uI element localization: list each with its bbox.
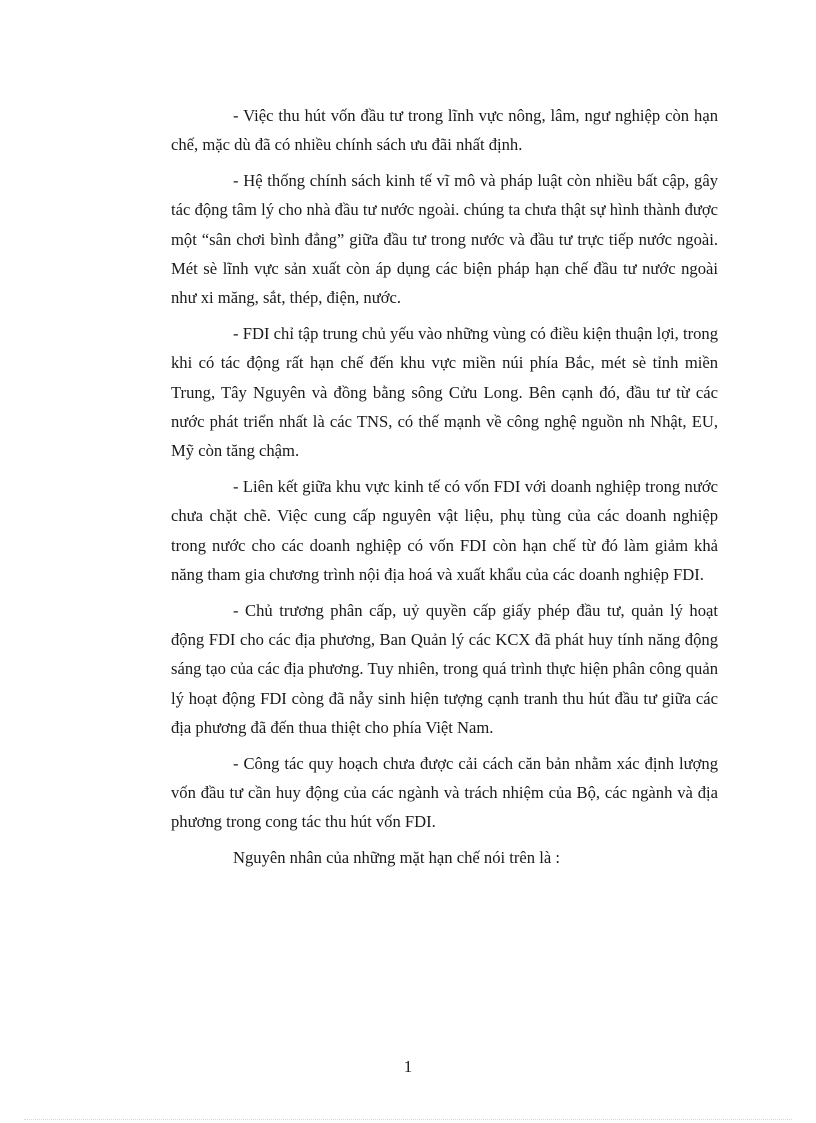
page-bottom-border xyxy=(24,1119,792,1120)
page-number: 1 xyxy=(403,1057,413,1076)
document-body xyxy=(171,101,718,878)
paragraph-planning: - Công tác quy hoạch chưa được cải cách căn bản nhằm xác định lượng vốn đầu tư cần huy động của các ngành và trách nhiệm của Bộ, các ngành và địa phương trong cong tác thu hút vốn FDI. xyxy=(171,753,718,832)
paragraph-domestic-linkage: - Liên kết giữa khu vực kinh tế có vốn FDI với doanh nghiệp trong nước chưa chặt chẽ. Việc cung cấp nguyên vật liệu, phụ tùng của các doanh nghiệp trong nước cho các doanh nghiệp có vốn FDI còn hạn chế từ đó làm giảm khả năng tham gia chương trình nội địa hoá và xuất khẩu của các doanh nghiệp FDI. xyxy=(171,476,718,585)
paragraph-policy-system: - Hệ thống chính sách kinh tế vĩ mô và pháp luật còn nhiều bất cập, gây tác động tâm lý cho nhà đầu tư nước ngoài. chúng ta chưa thật sự hình thành được một “sân chơi bình đẳng” giữa đầu tư trong nước và đầu tư trực tiếp nước ngoài. Mét sè lĩnh vực sản xuất còn áp dụng các biện pháp hạn chế đầu tư nước ngoài như xi măng, sắt, thép, điện, nước. xyxy=(171,170,718,308)
paragraph-decentralization: - Chủ trương phân cấp, uỷ quyền cấp giấy phép đầu tư, quản lý hoạt động FDI cho các địa phương, Ban Quản lý các KCX đã phát huy tính năng động sáng tạo của các địa phương. Tuy nhiên, trong quá trình thực hiện phân công quản lý hoạt động FDI còng đã nẫy sinh hiện tượng cạnh tranh thu hút đầu tư giữa các địa phương đã đến thua thiệt cho phía Việt Nam. xyxy=(171,600,718,738)
paragraph-causes-intro: Nguyên nhân của những mặt hạn chế nói trên là : xyxy=(233,847,560,867)
paragraph-fdi-concentration: - FDI chỉ tập trung chủ yếu vào những vùng có điều kiện thuận lợi, trong khi có tác động rất hạn chế đến khu vực miền núi phía Bắc, mét sè tỉnh miền Trung, Tây Nguyên và đồng bằng sông Cửu Long. Bên cạnh đó, đầu tư từ các nước phát triển nhất là các TNS, có thế mạnh về công nghệ nguồn nh Nhật, EU, Mỹ còn tăng chậm. xyxy=(171,323,718,461)
paragraph-agriculture-investment: - Việc thu hút vốn đầu tư trong lĩnh vực nông, lâm, ngư nghiệp còn hạn chế, mặc dù đã có nhiều chính sách ưu đãi nhất định. xyxy=(171,106,718,155)
